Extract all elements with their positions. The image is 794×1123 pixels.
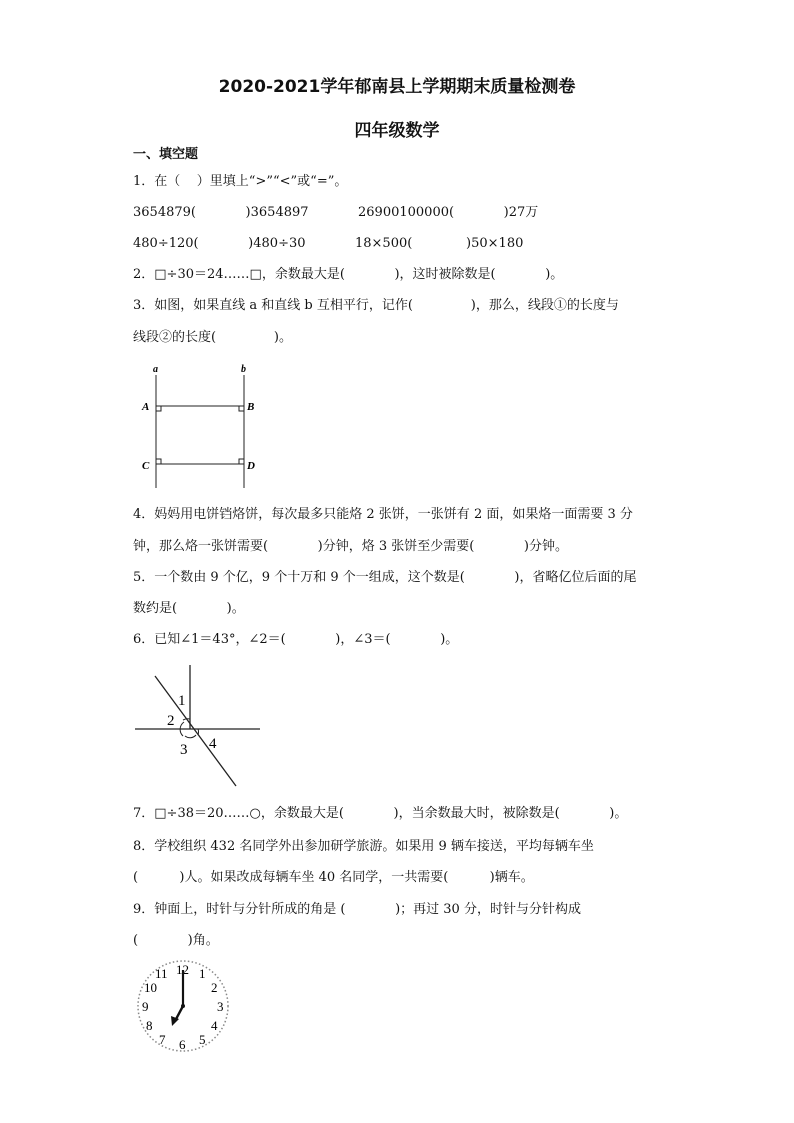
q9-line2: ( )角。 <box>133 933 219 948</box>
q7-text: 7．□÷38＝20……○，余数最大是( )，当余数最大时，被除数是( )。 <box>133 806 628 821</box>
document-title: 2020-2021学年郁南县上学期期末质量检测卷 <box>218 77 576 97</box>
q5-line1: 5．一个数由 9 个亿，9 个十万和 9 个一组成，这个数是( )，省略亿位后面的尾 <box>133 570 637 585</box>
clock-num-5: 5 <box>199 1032 206 1047</box>
clock-num-7: 7 <box>159 1032 166 1047</box>
q1-row2-b: 18×500( )50×180 <box>355 236 524 251</box>
label-a: a <box>153 364 158 375</box>
q1-row1-a: 3654879( )3654897 <box>133 205 309 220</box>
clock-num-4: 4 <box>211 1018 218 1033</box>
q8-line1: 8．学校组织 432 名同学外出参加研学旅游。如果用 9 辆车接送，平均每辆车坐 <box>133 839 594 854</box>
q1-row1-b: 26900100000( )27万 <box>358 205 539 220</box>
clock-num-6: 6 <box>179 1037 186 1052</box>
angle-label-1: 1 <box>178 693 186 709</box>
clock-num-11: 11 <box>155 966 168 981</box>
angle-label-4: 4 <box>209 736 217 752</box>
q9-line1: 9．钟面上，时针与分针所成的角是 ( )；再过 30 分，时针与分针构成 <box>133 902 581 917</box>
q5-line2: 数约是( )。 <box>133 601 245 616</box>
label-B: B <box>247 401 255 413</box>
q8-line2: ( )人。如果改成每辆车坐 40 名同学，一共需要( )辆车。 <box>133 870 534 885</box>
clock-num-3: 3 <box>217 999 224 1014</box>
q1-row2-a: 480÷120( )480÷30 <box>133 236 306 251</box>
q2-text: 2．□÷30＝24……□，余数最大是( )，这时被除数是( )。 <box>133 267 564 282</box>
label-b: b <box>241 364 246 375</box>
clock-figure <box>135 958 235 1058</box>
angles-figure <box>130 660 270 790</box>
label-D: D <box>247 460 255 472</box>
parallel-lines-figure <box>130 360 270 490</box>
clock-num-12: 12 <box>176 962 189 977</box>
clock-num-10: 10 <box>144 980 157 995</box>
label-C: C <box>142 460 150 472</box>
angle-label-3: 3 <box>180 742 188 758</box>
q4-line2: 钟，那么烙一张饼需要( )分钟，烙 3 张饼至少需要( )分钟。 <box>133 539 568 554</box>
label-A: A <box>142 401 150 413</box>
q4-line1: 4．妈妈用电饼铛烙饼，每次最多只能烙 2 张饼，一张饼有 2 面，如果烙一面需要 3 分 <box>133 507 633 522</box>
q1-stem: 1．在（ ）里填上“>”“<”或“=”。 <box>133 174 348 189</box>
q3-line2: 线段②的长度( )。 <box>133 330 292 345</box>
clock-num-1: 1 <box>199 966 206 981</box>
section-heading: 一、填空题 <box>133 147 199 162</box>
q3-line1: 3．如图，如果直线 a 和直线 b 互相平行，记作( )，那么，线段①的长度与 <box>133 298 619 313</box>
angle-label-2: 2 <box>167 713 175 729</box>
q6-text: 6．已知∠1＝43°，∠2＝( )，∠3＝( )。 <box>133 632 459 647</box>
clock-num-2: 2 <box>211 980 218 995</box>
clock-num-8: 8 <box>146 1018 153 1033</box>
document-subtitle: 四年级数学 <box>354 121 440 141</box>
clock-num-9: 9 <box>142 999 149 1014</box>
